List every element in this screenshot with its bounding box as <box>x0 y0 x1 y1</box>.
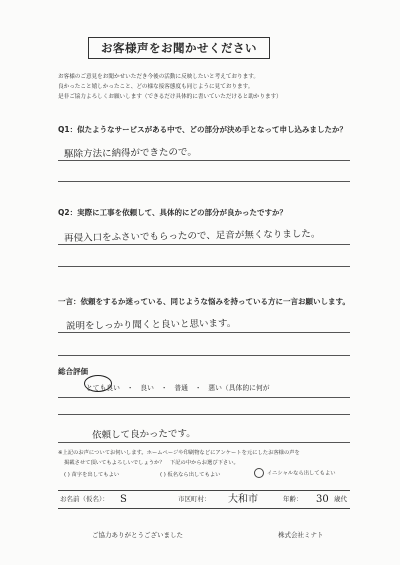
evaluation-options: とても良い ・ 良い ・ 普通 ・ 悪い（具体的に何が <box>86 384 270 392</box>
form-title: お客様声をお聞かせください <box>88 37 270 59</box>
age-value: 30 <box>316 494 329 505</box>
age-unit: 歳代 <box>334 495 347 503</box>
respondent-info-row <box>58 490 350 509</box>
answer-line <box>58 266 350 267</box>
company-name: 株式会社ミナト <box>278 531 324 539</box>
question-3-answer: 説明をしっかり聞くと良いと思います。 <box>65 318 237 332</box>
answer-line <box>58 181 350 182</box>
city-value: 大和市 <box>228 494 258 505</box>
consent-text-1: ※上記のお声についてお伺いします。ホームページや印刷物などにアンケートを元にしたお客様の声を <box>58 450 300 456</box>
selected-radio-icon <box>254 468 264 478</box>
city-label: 市区町村： <box>178 495 211 503</box>
evaluation-label: 総合評価 <box>58 367 88 376</box>
intro-line-3: 是非ご協力よろしくお願いします（できるだけ具体的に書いていただけると助かります） <box>58 94 282 100</box>
evaluation-comment: 依頼して良かったです。 <box>91 428 196 441</box>
consent-option-initials <box>254 468 336 478</box>
answer-line <box>58 244 350 245</box>
thanks-text: ご協力ありがとうございました <box>92 531 183 539</box>
name-value: S <box>120 494 127 505</box>
question-1-label: Q1：似たようなサービスがある中で、どの部分が決め手となって申し込みましたか？ <box>58 125 347 134</box>
question-2-label: Q2：実際に工事を依頼して、具体的にどの部分が良かったですか？ <box>58 208 287 217</box>
answer-line <box>58 355 350 356</box>
intro-line-1: お客様のご意見をお聞かせいただき今後の活動に反映したいと考えております。 <box>58 74 259 80</box>
answer-line <box>58 160 350 161</box>
consent-text-2: 掲載させて頂いてもよろしいでしょうか？ 下記の中からお選び下さい。 <box>64 460 239 466</box>
answer-line <box>58 414 350 415</box>
answer-line <box>58 332 350 333</box>
question-2-answer: 再侵入口をふさいでもらったので、足音が無くなりました。 <box>63 228 321 244</box>
answer-line <box>58 397 350 398</box>
question-1-answer: 駆除方法に納得ができたので。 <box>63 146 197 160</box>
consent-option-surname: ( ) 苗字を出してもよい <box>64 472 120 478</box>
answer-line <box>58 442 350 443</box>
intro-line-2: 良かったこと嬉しかったこと、どの様な接客態度も同じように見ております。 <box>58 84 254 90</box>
age-label: 年齢： <box>283 495 303 503</box>
consent-option-initials-label: イニシャルなら出してもよい <box>267 470 336 477</box>
question-3-label: 一言：依頼をするか迷っている、同じような悩みを持っている方に一言お願いします。 <box>58 297 350 306</box>
name-label: お名前（仮名）： <box>60 495 109 503</box>
consent-option-pseudonym: ( ) 仮名なら出してもよい <box>160 472 221 478</box>
